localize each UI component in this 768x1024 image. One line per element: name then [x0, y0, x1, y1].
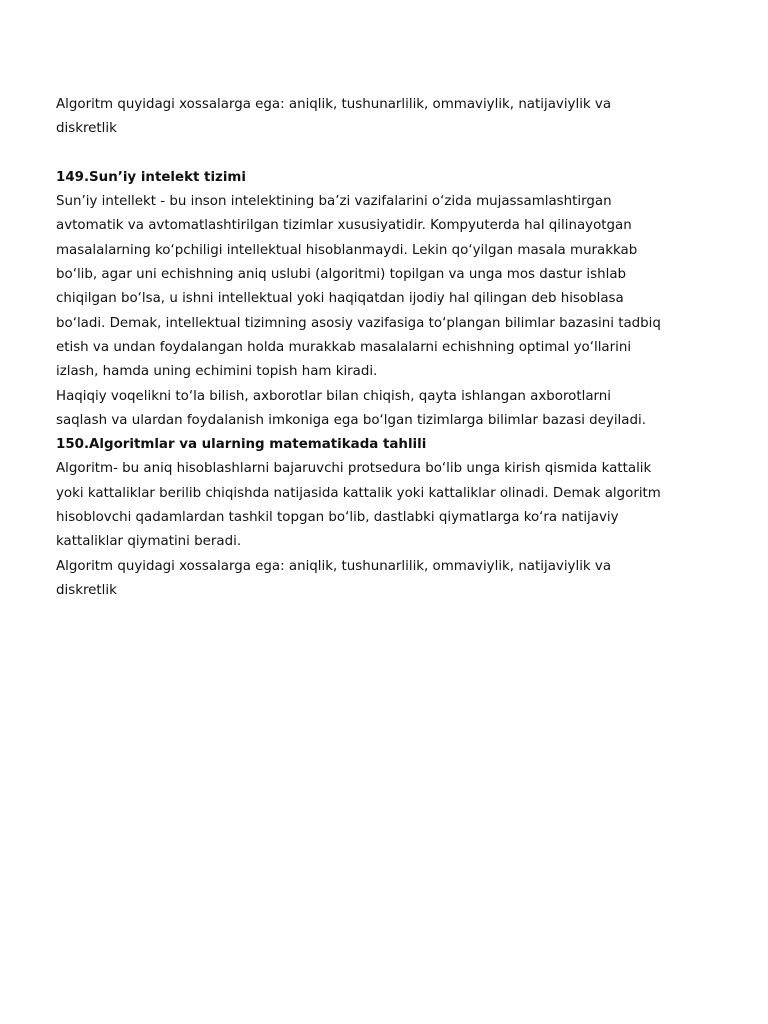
document-page — [56, 93, 716, 603]
section-150-paragraph-2: Algoritm quyidagi xossalarga ega: aniqlik, tushunarlilik, ommaviylik, natijaviylik va diskretlik — [56, 558, 612, 598]
intro-paragraph: Algoritm quyidagi xossalarga ega: aniqlik, tushunarlilik, ommaviylik, natijaviylik va diskretlik — [56, 97, 612, 137]
section-149-heading: 149.Sun’iy intelekt tizimi — [56, 169, 246, 185]
paragraph-spacer — [56, 142, 716, 166]
section-149-paragraph-2: Haqiqiy voqelikni to‘la bilish, axborotlar bilan chiqish, qayta ishlangan axborotlarni saqlash va ulardan foydalanish imkoniga ega bo‘lgan tizimlarga bilimlar bazasi deyiladi. — [56, 388, 646, 428]
section-149-paragraph-1: Sun’iy intellekt - bu inson intelektining ba’zi vazifalarini o‘zida mujassamlashtirgan avtomatik va avtomatlashtirilgan tizimlar xususiyatidir. Kompyuterda hal qilinayotgan masalalarning ko‘pchiligi intellektual hisoblanmaydi. Lekin qo‘yilgan masala murakkab bo‘lib, agar uni echishning aniq uslubi (algoritmi) topilgan va unga mos dastur ishlab chiqilgan bo‘lsa, u ishni intellektual yoki haqiqatdan ijodiy hal qilingan deb hisoblasa bo‘ladi. Demak, intellektual tizimning asosiy vazifasiga to‘plangan bilimlar bazasini tadbiq etish va undan foydalangan holda murakkab masalalarni echishning optimal yo‘llarini izlash, hamda uning echimini topish ham kiradi. — [56, 194, 661, 380]
section-150-heading: 150.Algoritmlar va ularning matematikada tahlili — [56, 437, 427, 453]
section-150-paragraph-1: Algoritm- bu aniq hisoblashlarni bajaruvchi protsedura bo‘lib unga kirish qismida kattalik yoki kattaliklar berilib chiqishda natijasida kattalik yoki kattaliklar olinadi. Demak algoritm hisoblovchi qadamlardan tashkil topgan bo‘lib, dastlabki qiymatlarga ko‘ra natijaviy kattaliklar qiymatini beradi. — [56, 461, 661, 550]
